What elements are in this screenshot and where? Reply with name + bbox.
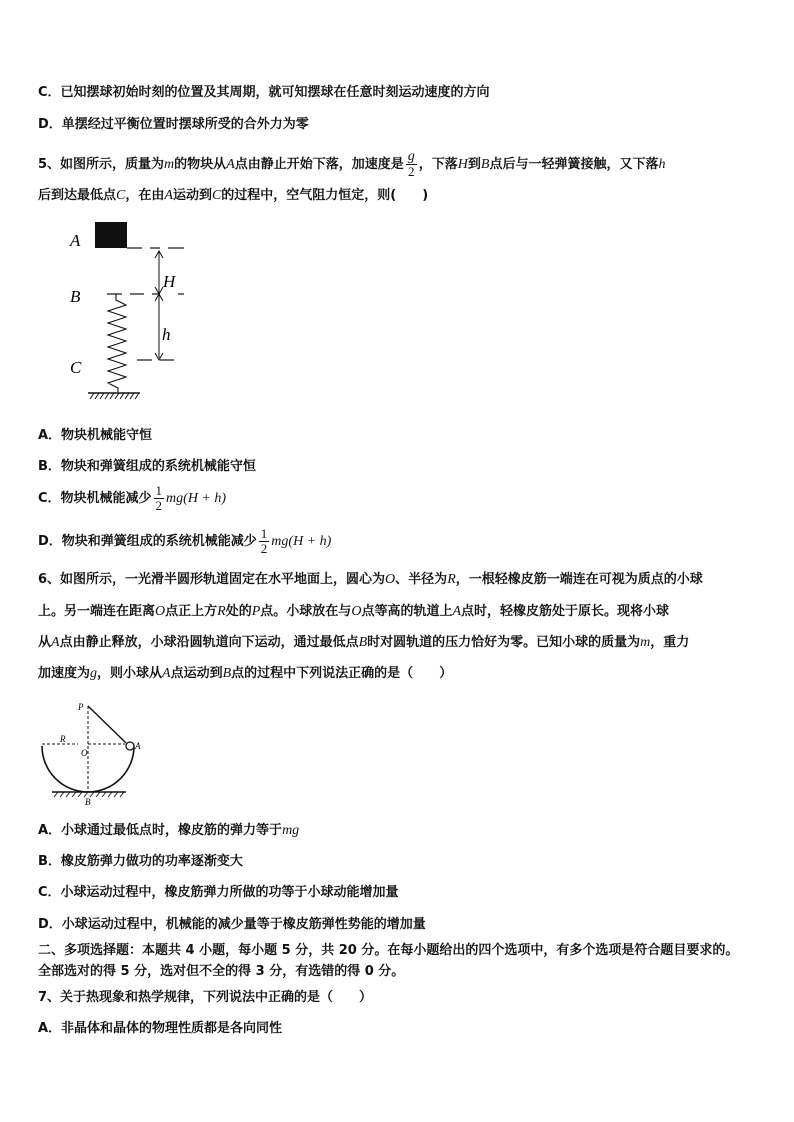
text: ，则小球从 — [97, 666, 163, 681]
text: 6、如图所示，一光滑半圆形轨道固定在水平地面上，圆心为 — [38, 572, 386, 587]
text: ） — [359, 990, 373, 1005]
label-R: R — [60, 734, 66, 744]
text: 的过程中，空气阻力恒定，则( — [221, 188, 397, 203]
text: 点由静止释放，小球沿圆轨道向下运动，通过最低点 — [59, 635, 359, 650]
text: 、半径为 — [395, 572, 448, 587]
fraction-one-half — [259, 527, 270, 556]
var-H: H — [457, 157, 468, 172]
question-5-option-d — [38, 527, 331, 557]
spring-block-diagram — [64, 214, 194, 406]
label-O: O — [81, 748, 88, 758]
var-B: B — [358, 635, 368, 650]
var-B: B — [222, 666, 232, 681]
section-2-heading-line-2: 全部选对的得 5 分，选对但不全的得 3 分，有选错的得 0 分。 — [38, 964, 405, 979]
var-h: h — [658, 157, 666, 172]
expression: mg(H + h) — [271, 534, 332, 549]
text: 时对圆轨道的压力恰好为零。已知小球的质量为 — [367, 635, 641, 650]
frac-den: 2 — [408, 164, 415, 179]
frac-num: 1 — [155, 483, 163, 498]
text: 点运动到 — [170, 666, 223, 681]
var-g: g — [90, 666, 98, 681]
text: 到 — [467, 157, 481, 172]
question-6-stem-line-4 — [38, 665, 452, 683]
text: 7、关于热现象和热学规律，下列说法中正确的是（ — [38, 990, 334, 1005]
text: C．物块机械能减少 — [38, 491, 152, 506]
frac-den: 2 — [155, 498, 163, 513]
var-A: A — [162, 666, 171, 681]
text: A．小球通过最低点时，橡皮筋的弹力等于 — [38, 823, 283, 838]
text: 从 — [38, 635, 52, 650]
var-C: C — [116, 188, 126, 203]
var-m: m — [164, 157, 175, 172]
question-6-option-b: B．橡皮筋弹力做功的功率逐渐变大 — [38, 854, 243, 869]
var-R: R — [217, 604, 226, 619]
question-4-option-d: D．单摆经过平衡位置时摆球所受的合外力为零 — [38, 117, 309, 132]
text: 点等高的轨道上 — [361, 604, 453, 619]
text: ） — [439, 666, 453, 681]
fraction-g-over-2 — [406, 150, 417, 179]
text: 加速度为 — [38, 666, 91, 681]
var-A: A — [452, 604, 462, 619]
var-m: m — [640, 635, 651, 650]
question-5-option-b: B．物块和弹簧组成的系统机械能守恒 — [38, 459, 256, 474]
var-B: B — [480, 157, 490, 172]
question-7-stem — [38, 989, 372, 1007]
var-A: A — [226, 157, 235, 172]
question-6-option-c: C．小球运动过程中，橡皮筋弹力所做的功等于小球动能增加量 — [38, 885, 399, 900]
text: 点正上方 — [165, 604, 218, 619]
text: 的物块从 — [174, 157, 227, 172]
question-5-stem-line-1 — [38, 150, 666, 179]
frac-num: 1 — [260, 526, 268, 541]
var-R: R — [447, 572, 456, 587]
semicircle-track-diagram — [38, 696, 146, 808]
var-P: P — [251, 604, 261, 619]
question-5-stem-line-2 — [38, 187, 428, 205]
text: ，在由 — [125, 188, 165, 203]
label-P: P — [78, 702, 84, 712]
question-6-stem-line-2 — [38, 603, 669, 621]
spring — [108, 294, 126, 392]
question-6-option-a — [38, 822, 299, 840]
frac-num: g — [407, 149, 415, 164]
text: 点。小球放在与 — [260, 604, 352, 619]
label-A: A — [135, 741, 141, 751]
question-4-option-c: C．已知摆球初始时刻的位置及其周期，就可知摆球在任意时刻运动速度的方向 — [38, 85, 490, 100]
var-O: O — [351, 604, 362, 619]
label-B: B — [85, 797, 91, 807]
text: 5、如图所示，质量为 — [38, 157, 165, 172]
question-6-stem-line-3 — [38, 634, 689, 652]
text: 运动到 — [172, 188, 212, 203]
text: 点由静止开始下落，加速度是 — [234, 157, 404, 172]
var-A: A — [51, 635, 60, 650]
question-6-stem-line-1 — [38, 571, 703, 589]
text: ，一根轻橡皮筋一端连在可视为质点的小球 — [455, 572, 703, 587]
label-H: H — [163, 272, 176, 291]
text: D．物块和弹簧组成的系统机械能减少 — [38, 534, 257, 549]
text: 点的过程中下列说法正确的是（ — [231, 666, 414, 681]
label-A: A — [70, 231, 81, 250]
var-mg: mg — [282, 823, 300, 838]
label-C: C — [70, 358, 82, 377]
text: 点时，轻橡皮筋处于原长。现将小球 — [461, 604, 670, 619]
frac-den: 2 — [260, 541, 268, 556]
var-O: O — [155, 604, 166, 619]
text: 点后与一轻弹簧接触，又下落 — [489, 157, 659, 172]
fraction-one-half — [154, 484, 165, 513]
block — [95, 222, 127, 248]
text: ，重力 — [650, 635, 690, 650]
label-h: h — [162, 325, 171, 344]
question-5-option-c — [38, 484, 226, 514]
text: 上。另一端连在距离 — [38, 604, 156, 619]
expression: mg(H + h) — [166, 491, 227, 506]
var-A: A — [164, 188, 173, 203]
rubber-band — [88, 706, 126, 743]
var-O: O — [385, 572, 396, 587]
question-6-option-d: D．小球运动过程中，机械能的减少量等于橡皮筋弹性势能的增加量 — [38, 917, 426, 932]
section-2-heading-line-1: 二、多项选择题：本题共 4 小题，每小题 5 分，共 20 分。在每小题给出的四个选项中，有多个选项是符合题目要求的。 — [38, 943, 739, 958]
text: ) — [422, 188, 429, 203]
text: ，下落 — [418, 157, 458, 172]
text: 后到达最低点 — [38, 188, 117, 203]
question-5-option-a: A．物块机械能守恒 — [38, 428, 153, 443]
label-B: B — [70, 287, 81, 306]
text: 处的 — [225, 604, 252, 619]
ball — [126, 742, 134, 750]
question-7-option-a: A．非晶体和晶体的物理性质都是各向同性 — [38, 1021, 283, 1036]
var-C: C — [211, 188, 222, 203]
